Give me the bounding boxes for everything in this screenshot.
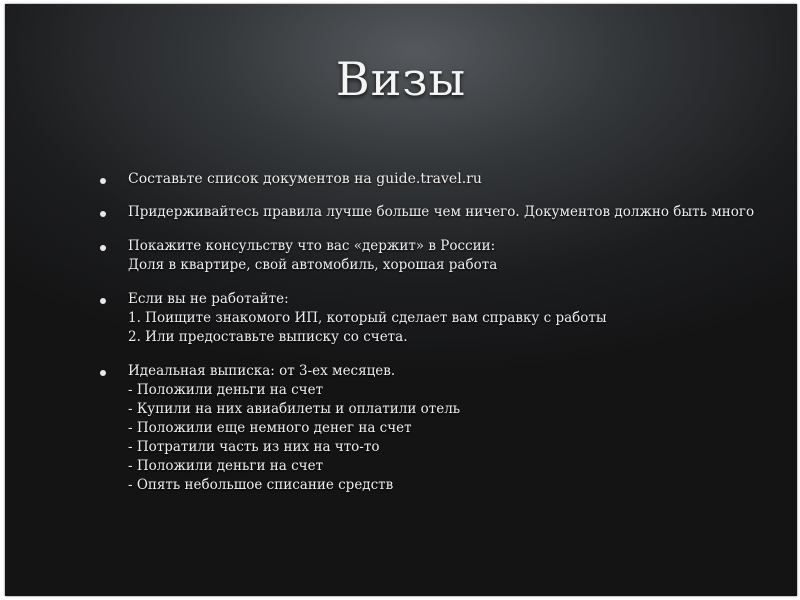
bullet-dot-icon xyxy=(100,245,106,251)
bullet-text: Доля в квартире, свой автомобиль, хорошая работа xyxy=(128,257,498,273)
bullet-item xyxy=(5,237,797,275)
bullet-dot-icon xyxy=(100,211,106,217)
bullet-text: Если вы не работайте: xyxy=(128,291,289,307)
bullet-text: - Положили деньги на счет xyxy=(128,458,324,474)
bullet-item xyxy=(5,203,797,222)
bullet-dot-icon xyxy=(100,298,106,304)
bullet-text: Составьте список документов на guide.travel.ru xyxy=(128,171,482,187)
bullet-text: - Потратили часть из них на что-то xyxy=(128,439,380,455)
bullet-text: 2. Или предоставьте выписку со счета. xyxy=(128,329,408,345)
bullet-list xyxy=(5,170,797,509)
presentation-slide xyxy=(5,4,797,596)
bullet-text: - Положили деньги на счет xyxy=(128,382,324,398)
bullet-dot-icon xyxy=(100,370,106,376)
bullet-text: - Положили еще немного денег на счет xyxy=(128,420,412,436)
bullet-item xyxy=(5,290,797,347)
bullet-text: - Купили на них авиабилеты и оплатили отель xyxy=(128,401,461,417)
bullet-text: 1. Поищите знакомого ИП, который сделает вам справку с работы xyxy=(128,310,607,326)
bullet-dot-icon xyxy=(100,178,106,184)
bullet-text: - Опять небольшое списание средств xyxy=(128,477,394,493)
slide-title: Визы xyxy=(335,52,467,106)
bullet-text: Покажите консульству что вас «держит» в России: xyxy=(128,238,496,254)
bullet-text: Идеальная выписка: от 3-ех месяцев. xyxy=(128,363,396,379)
bullet-item xyxy=(5,170,797,189)
bullet-text: Придерживайтесь правила лучше больше чем ничего. Документов должно быть много xyxy=(128,204,755,220)
bullet-item xyxy=(5,362,797,495)
